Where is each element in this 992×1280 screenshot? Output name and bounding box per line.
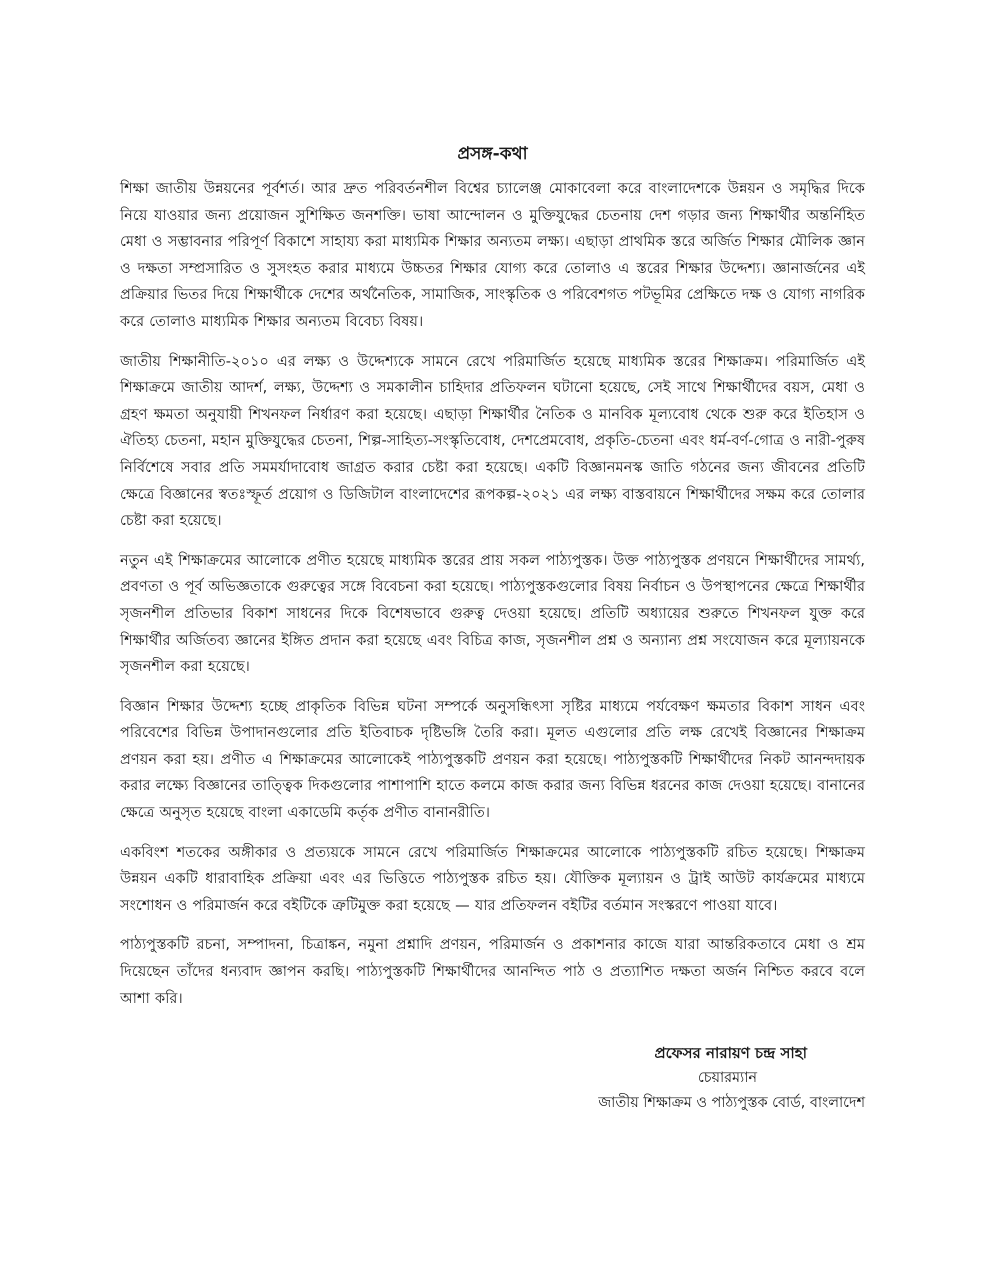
paragraph-4: বিজ্ঞান শিক্ষার উদ্দেশ্য হচ্ছে প্রাকৃতিক বিভিন্ন ঘটনা সম্পর্কে অনুসন্ধিৎসা সৃষ্টির মাধ্যমে পর্যবেক্ষণ ক্ষমতার বিকাশ সাধন এবং পরিবেশের বিভিন্ন উপাদানগুলোর প্রতি ইতিবাচক দৃষ্টিভঙ্গি তৈরি করা। মূলত এগুলোর প্রতি লক্ষ রেখেই বিজ্ঞানের শিক্ষাক্রম প্রণয়ন করা হয়। প্রণীত এ শিক্ষাক্রমের আলোকেই পাঠ্যপুস্তকটি প্রণয়ন করা হয়েছে। পাঠ্যপুস্তকটি শিক্ষার্থীদের নিকট আনন্দদায়ক করার লক্ষ্যে বিজ্ঞানের তাত্ত্বিক দিকগুলোর পাশাপাশি হাতে কলমে কাজ করার জন্য বিভিন্ন ধরনের কাজ দেওয়া হয়েছে। বানানের ক্ষেত্রে অনুসৃত হয়েছে বাংলা একাডেমি কর্তৃক প্রণীত বানানরীতি।: [120, 697, 865, 822]
paragraph-5: একবিংশ শতকের অঙ্গীকার ও প্রত্যয়কে সামনে রেখে পরিমার্জিত শিক্ষাক্রমের আলোকে পাঠ্যপুস্তকটি রচিত হয়েছে। শিক্ষাক্রম উন্নয়ন একটি ধারাবাহিক প্রক্রিয়া এবং এর ভিত্তিতে পাঠ্যপুস্তক রচিত হয়। যৌক্তিক মূল্যায়ন ও ট্রাই আউট কার্যক্রমের মাধ্যমে সংশোধন ও পরিমার্জন করে বইটিকে ত্রুটিমুক্ত করা হয়েছে — যার প্রতিফলন বইটির বর্তমান সংস্করণে পাওয়া যাবে।: [120, 843, 865, 914]
paragraph-3: নতুন এই শিক্ষাক্রমের আলোকে প্রণীত হয়েছে মাধ্যমিক স্তরের প্রায় সকল পাঠ্যপুস্তক। উক্ত পাঠ্যপুস্তক প্রণয়নে শিক্ষার্থীদের সামর্থ্য, প্রবণতা ও পূর্ব অভিজ্ঞতাকে গুরুত্বের সঙ্গে বিবেচনা করা হয়েছে। পাঠ্যপুস্তকগুলোর বিষয় নির্বাচন ও উপস্থাপনের ক্ষেত্রে শিক্ষার্থীর সৃজনশীল প্রতিভার বিকাশ সাধনের দিকে বিশেষভাবে গুরুত্ব দেওয়া হয়েছে। প্রতিটি অধ্যায়ের শুরুতে শিখনফল যুক্ত করে শিক্ষার্থীর অর্জিতব্য জ্ঞানের ইঙ্গিত প্রদান করা হয়েছে এবং বিচিত্র কাজ, সৃজনশীল প্রশ্ন ও অন্যান্য প্রশ্ন সংযোজন করে মূল্যায়নকে সৃজনশীল করা হয়েছে।: [120, 551, 865, 676]
signatory-name: প্রফেসর নারায়ণ চন্দ্র সাহা: [654, 1044, 807, 1062]
signature-block: [485, 1040, 865, 1116]
paragraph-2: জাতীয় শিক্ষানীতি-২০১০ এর লক্ষ্য ও উদ্দেশ্যকে সামনে রেখে পরিমার্জিত হয়েছে মাধ্যমিক স্তরের শিক্ষাক্রম। পরিমার্জিত এই শিক্ষাক্রমে জাতীয় আদর্শ, লক্ষ্য, উদ্দেশ্য ও সমকালীন চাহিদার প্রতিফলন ঘটানো হয়েছে, সেই সাথে শিক্ষার্থীদের বয়স, মেধা ও গ্রহণ ক্ষমতা অনুযায়ী শিখনফল নির্ধারণ করা হয়েছে। এছাড়া শিক্ষার্থীর নৈতিক ও মানবিক মূল্যবোধ থেকে শুরু করে ইতিহাস ও ঐতিহ্য চেতনা, মহান মুক্তিযুদ্ধের চেতনা, শিল্প-সাহিত্য-সংস্কৃতিবোধ, দেশপ্রেমবোধ, প্রকৃতি-চেতনা এবং ধর্ম-বর্ণ-গোত্র ও নারী-পুরুষ নির্বিশেষে সবার প্রতি সমমর্যাদাবোধ জাগ্রত করার চেষ্টা করা হয়েছে। একটি বিজ্ঞানমনস্ক জাতি গঠনের জন্য জীবনের প্রতিটি ক্ষেত্রে বিজ্ঞানের স্বতঃস্ফূর্ত প্রয়োগ ও ডিজিটাল বাংলাদেশের রূপকল্প-২০২১ এর লক্ষ্য বাস্তবায়নে শিক্ষার্থীদের সক্ষম করে তোলার চেষ্টা করা হয়েছে।: [120, 352, 865, 530]
document-body: [120, 176, 865, 1025]
paragraph-1: শিক্ষা জাতীয় উন্নয়নের পূর্বশর্ত। আর দ্রুত পরিবর্তনশীল বিশ্বের চ্যালেঞ্জ মোকাবেলা করে বাংলাদেশকে উন্নয়ন ও সমৃদ্ধির দিকে নিয়ে যাওয়ার জন্য প্রয়োজন সুশিক্ষিত জনশক্তি। ভাষা আন্দোলন ও মুক্তিযুদ্ধের চেতনায় দেশ গড়ার জন্য শিক্ষার্থীর অন্তর্নিহিত মেধা ও সম্ভাবনার পরিপূর্ণ বিকাশে সাহায্য করা মাধ্যমিক শিক্ষার অন্যতম লক্ষ্য। এছাড়া প্রাথমিক স্তরে অর্জিত শিক্ষার মৌলিক জ্ঞান ও দক্ষতা সম্প্রসারিত ও সুসংহত করার মাধ্যমে উচ্চতর শিক্ষার যোগ্য করে তোলাও এ স্তরের শিক্ষার উদ্দেশ্য। জ্ঞানার্জনের এই প্রক্রিয়ার ভিতর দিয়ে শিক্ষার্থীকে দেশের অর্থনৈতিক, সামাজিক, সাংস্কৃতিক ও পরিবেশগত পটভূমির প্রেক্ষিতে দক্ষ ও যোগ্য নাগরিক করে তোলাও মাধ্যমিক শিক্ষার অন্যতম বিবেচ্য বিষয়।: [120, 180, 865, 330]
signatory-role: চেয়ারম্যান: [697, 1070, 757, 1086]
document-page: [120, 0, 865, 1280]
paragraph-6: পাঠ্যপুস্তকটি রচনা, সম্পাদনা, চিত্রাঙ্কন, নমুনা প্রশ্নাদি প্রণয়ন, পরিমার্জন ও প্রকাশনার কাজে যারা আন্তরিকতাবে মেধা ও শ্রম দিয়েছেন তাঁদের ধন্যবাদ জ্ঞাপন করছি। পাঠ্যপুস্তকটি শিক্ষার্থীদের আনন্দিত পাঠ ও প্রত্যাশিত দক্ষতা অর্জন নিশ্চিত করবে বলে আশা করি।: [120, 936, 865, 1007]
page-title: প্রসঙ্গ-কথা: [457, 144, 528, 164]
signatory-organization: জাতীয় শিক্ষাক্রম ও পাঠ্যপুস্তক বোর্ড, বাংলাদেশ: [598, 1095, 865, 1111]
